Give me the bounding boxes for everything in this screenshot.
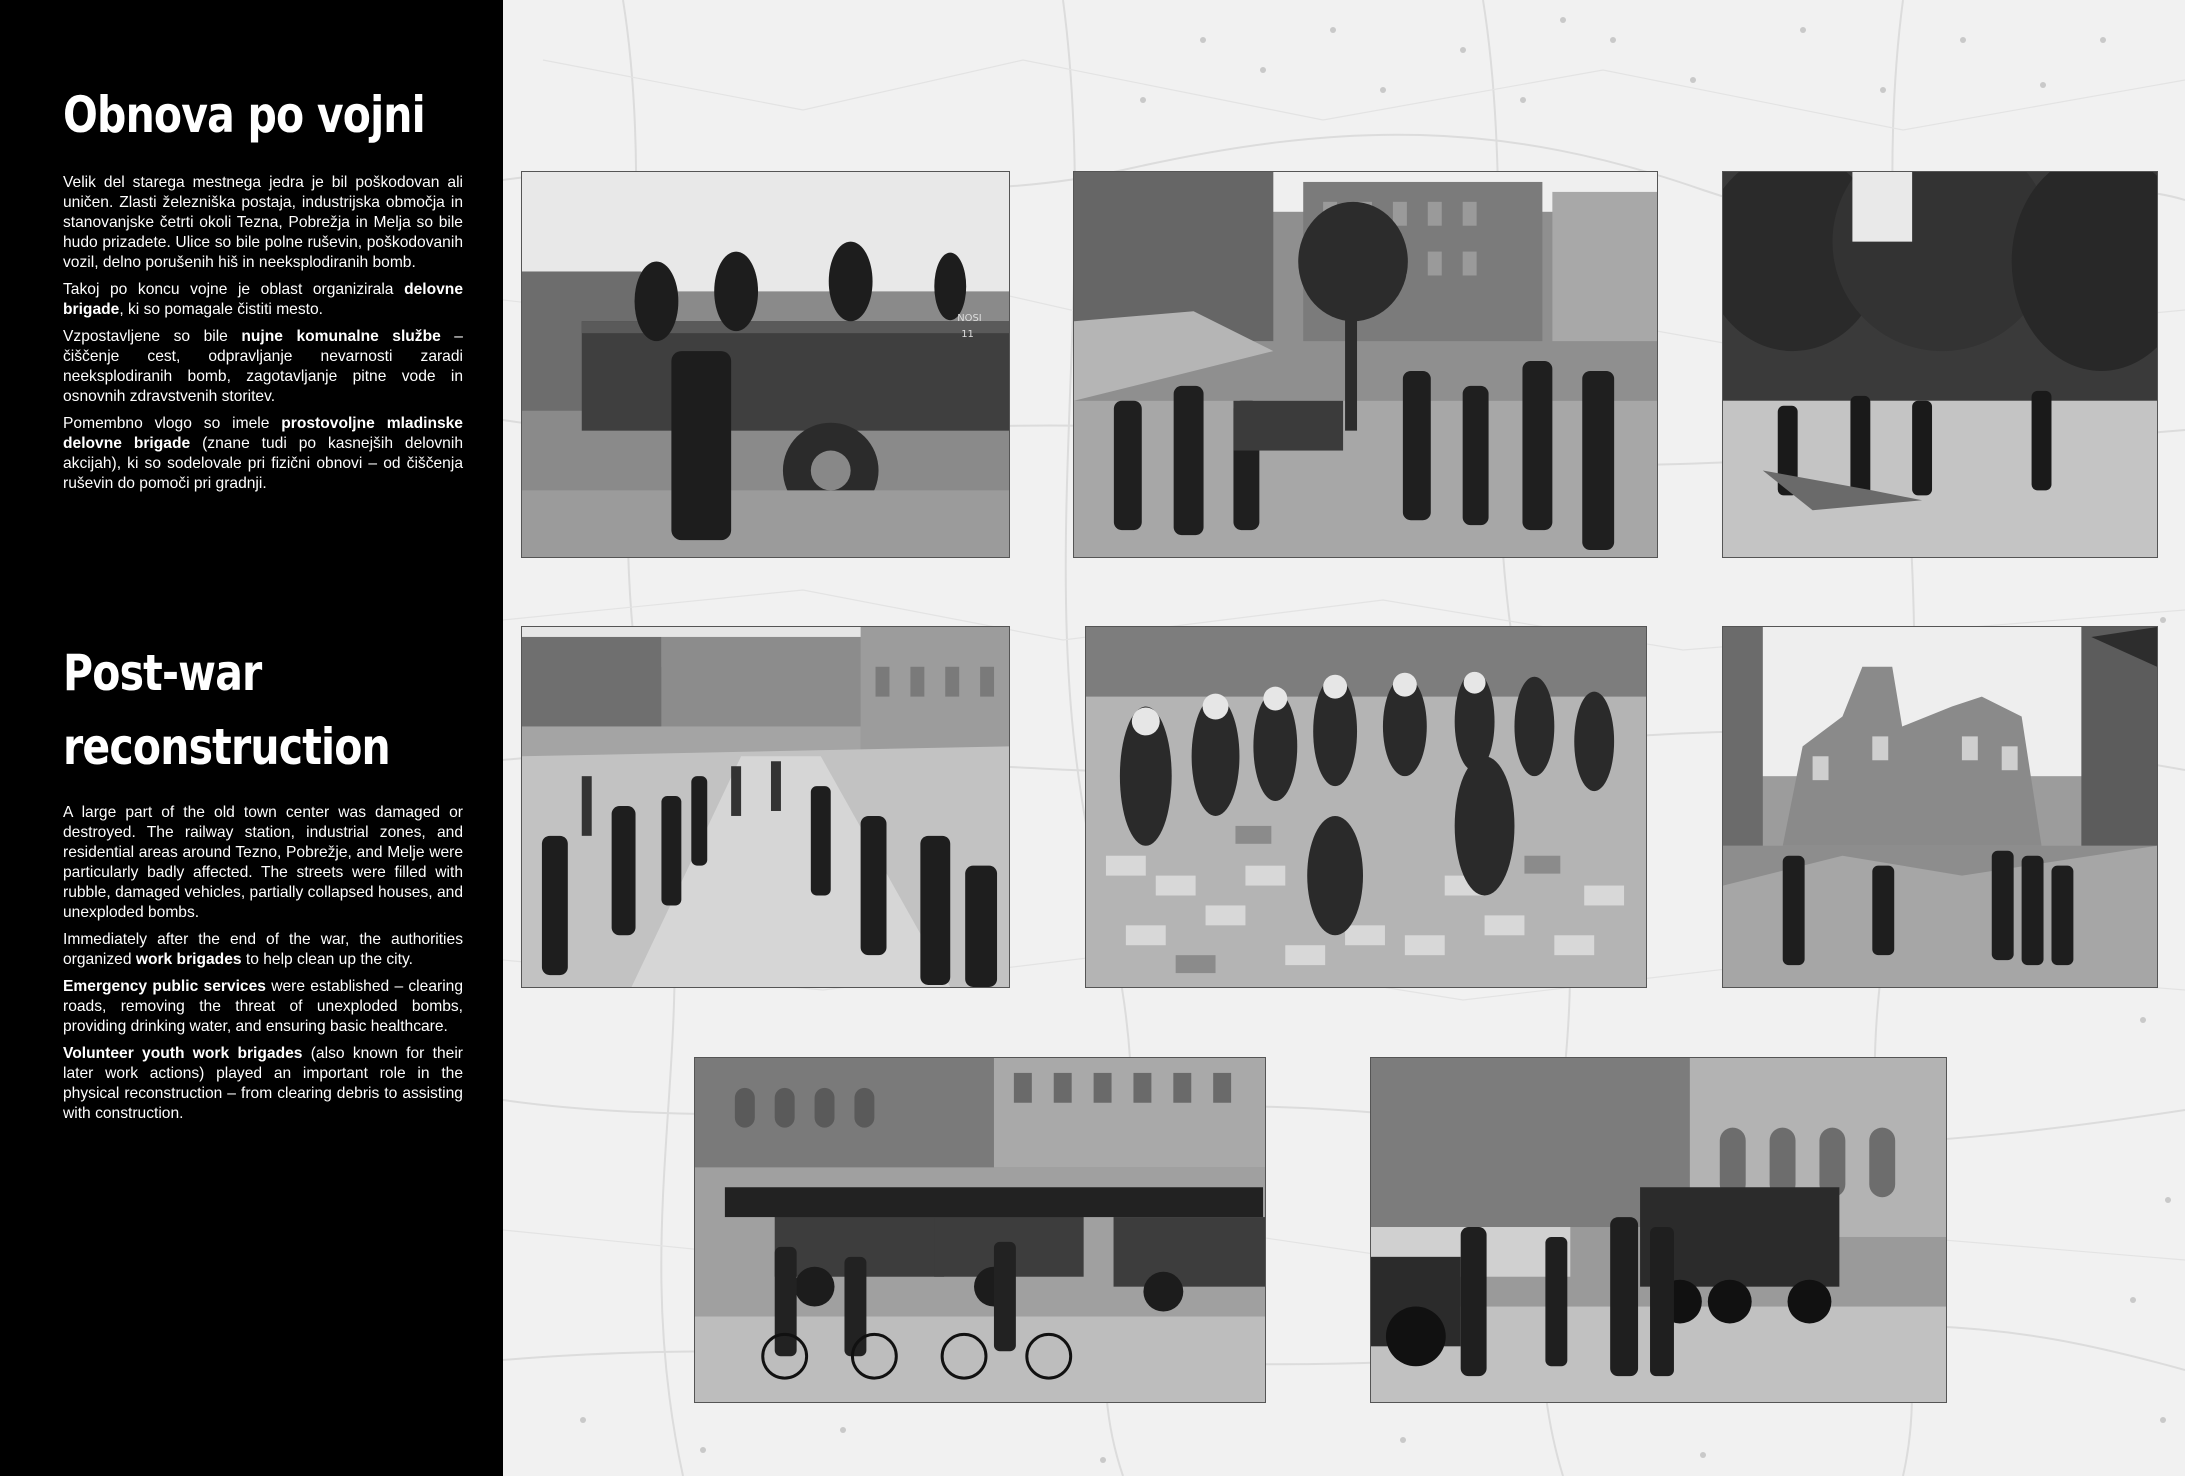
heading-slovene: Obnova po vojni xyxy=(63,86,425,144)
text-sidebar xyxy=(0,0,503,1476)
bold-text: work brigades xyxy=(135,951,242,968)
paragraph xyxy=(63,930,463,970)
truck-marking-line1: NOSI xyxy=(957,313,982,325)
photo-youth-brick-sorting xyxy=(1085,626,1647,988)
text-run: Pomembno vlogo so imele xyxy=(63,415,282,432)
bold-text: delovne brigade xyxy=(63,281,463,318)
text-run: , ki so pomagale čistiti mesto. xyxy=(119,301,323,318)
paragraph xyxy=(63,1044,463,1124)
paragraph xyxy=(63,280,463,320)
body-text-english xyxy=(63,803,463,1131)
body-text-slovene xyxy=(63,173,463,501)
text-run: were established – clearing roads, removing the threat of unexploded bombs, providing drinking water, and ensuring basic healthcare. xyxy=(63,978,463,1035)
photo-women-loading-truck xyxy=(521,171,1010,558)
heading-english-line1: Post-war xyxy=(63,644,262,702)
bold-text: nujne komunalne službe xyxy=(241,328,441,345)
text-run: A large part of the old town center was damaged or destroyed. The railway station, industrial zones, and residential areas around Tezno, Pobrežje, and Melje were particularly badly affected. The streets were filled with rubble, damaged vehicles, partially collapsed houses, and unexploded bombs. xyxy=(63,804,463,921)
text-run: (also known for their later work actions) played an important role in the physical reconstruction – from clearing debris to assisting with construction. xyxy=(63,1045,463,1122)
paragraph xyxy=(63,977,463,1037)
paragraph xyxy=(63,414,463,494)
text-run: (znane tudi po kasnejših delovnih akcijah), ki so sodelovale pri fizični obnovi – od čiščenja ruševin do pomoči pri gradnji. xyxy=(63,435,463,492)
photo-trucks-cyclists xyxy=(694,1057,1266,1403)
truck-marking-line2: 11 xyxy=(961,329,974,341)
text-run: Immediately after the end of the war, the authorities organized xyxy=(63,931,463,968)
text-run: to help clean up the city. xyxy=(241,951,413,968)
heading-english xyxy=(63,636,390,784)
text-run: Vzpostavljene so bile xyxy=(63,328,242,345)
heading-english-line2: reconstruction xyxy=(63,718,390,776)
paragraph xyxy=(63,803,463,923)
paragraph xyxy=(63,327,463,407)
photo-park-workers xyxy=(1722,171,2158,558)
bold-text: prostovoljne mladinske delovne brigade xyxy=(63,415,463,452)
paragraph xyxy=(63,173,463,273)
photo-truck-loading-square xyxy=(1370,1057,1947,1403)
bold-text: Volunteer youth work brigades xyxy=(63,1045,303,1062)
photo-rubble-clearing-street xyxy=(1073,171,1658,558)
text-run: Takoj po koncu vojne je oblast organizirala xyxy=(63,281,405,298)
photo-ruined-buildings xyxy=(1722,626,2158,988)
text-run: Velik del starega mestnega jedra je bil poškodovan ali uničen. Zlasti železniška postaja, industrijska območja in stanovanjske četrti okoli Tezna, Pobrežja in Melja so bile hudo prizadete. Ulice so bile polne ruševin, poškodovanih vozil, delno porušenih hiš in neeksplodiranih bomb. xyxy=(63,174,463,271)
bold-text: Emergency public services xyxy=(63,978,266,995)
photo-crowd-street xyxy=(521,626,1010,988)
text-run: – čiščenje cest, odpravljanje nevarnosti zaradi neeksplodiranih bomb, zagotavljanje pitne vode in osnovnih zdravstvenih storitev. xyxy=(63,328,463,405)
